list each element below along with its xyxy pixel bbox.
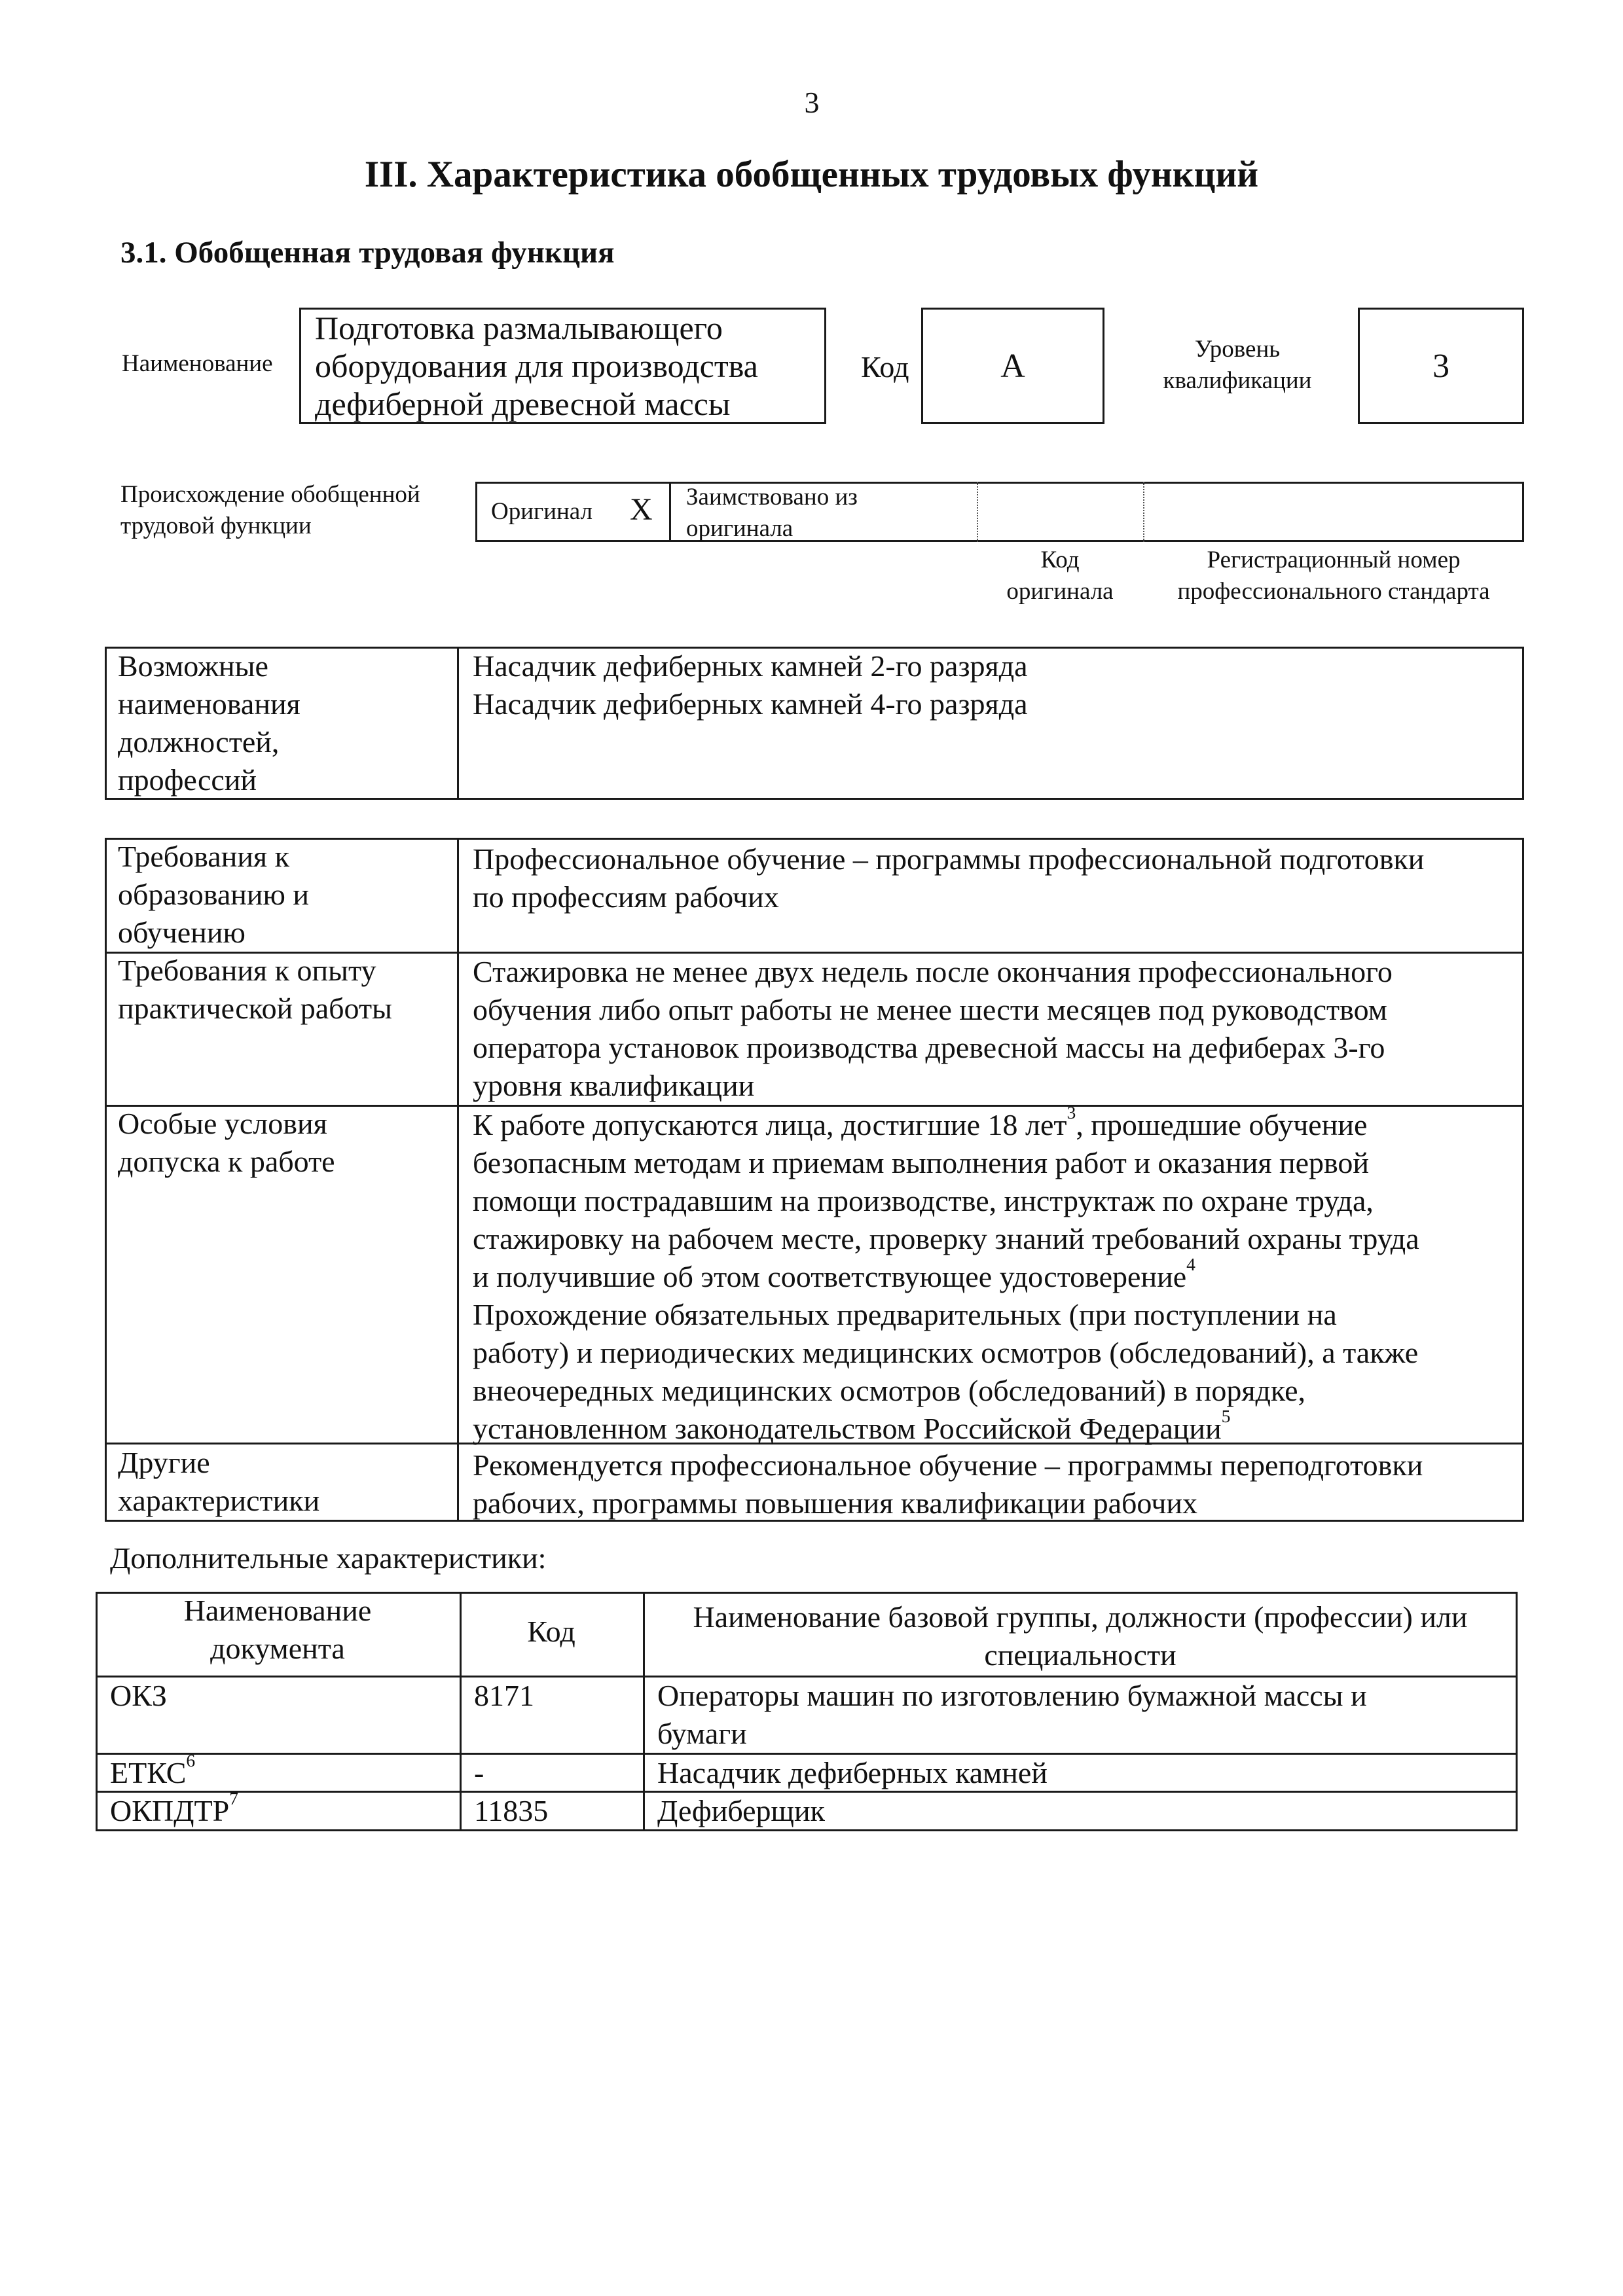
admission-label: Особые условия допуска к работе [118, 1107, 335, 1178]
origin-label: Происхождение обобщенной трудовой функции [120, 481, 420, 539]
row-group-name: Насадчик дефиберных камней [657, 1756, 1048, 1789]
col-header-code: Код [527, 1615, 575, 1648]
row-code: 8171 [474, 1679, 534, 1712]
experience-label: Требования к опыту практической работы [118, 954, 392, 1025]
code-label: Код [861, 350, 909, 384]
original-label: Оригинал [491, 498, 593, 525]
row-doc: ОКПДТР$^7$ [110, 1788, 238, 1827]
row-group-name: Операторы машин по изготовлению бумажной массы и бумаги [657, 1679, 1367, 1750]
borrowed-label: Заимствовано из оригинала [686, 484, 858, 542]
code-original-caption: Код оригинала [1006, 547, 1114, 605]
row-doc: ЕТКС$^6$ [110, 1750, 196, 1789]
code-value: А [1000, 348, 1025, 385]
positions-label: Возможные наименования должностей, профессий [118, 649, 301, 797]
additional-title: Дополнительные характеристики: [110, 1541, 547, 1575]
other-label: Другие характеристики [118, 1446, 320, 1517]
other-value: Рекомендуется профессиональное обучение – программы переподготовки рабочих, программы повышения квалификации рабочих [473, 1448, 1423, 1520]
experience-value: Стажировка не менее двух недель после окончания профессионального обучения либо опыт работы не менее шести месяцев под руководством оператора установок производства древесной массы на дефиберах 3-го уровня квалификации [473, 955, 1393, 1102]
footnote-ref[interactable]: 7 [229, 1788, 238, 1809]
row-doc: ОКЗ [110, 1679, 167, 1712]
origin-divider [669, 482, 671, 542]
education-label: Требования к образованию и обучению [118, 840, 309, 949]
original-mark: X [630, 492, 653, 527]
positions-values: Насадчик дефиберных камней 2-го разряда Насадчик дефиберных камней 4-го разряда [473, 649, 1028, 721]
level-value: 3 [1432, 348, 1450, 385]
row-group-name: Дефиберщик [657, 1794, 825, 1827]
section-title: III. Характеристика обобщенных трудовых функций [364, 154, 1259, 195]
admission-value: К работе допускаются лица, достигшие 18 лет$^3$, прошедшие обучение безопасным методам и приемам выполнения работ и оказания первой помощи пострадавшим на производстве, инструктаж по охране труда, стажировку на рабочем месте, проверку знаний требований охраны труда и получившие об этом соответствующее удостоверение$^4$ Прохождение обязательных предварительных (при поступлении на работу) и периодических медицинских осмотров (обследований), а также внеочередных медицинских осмотров (обследований) в порядке, установленном законодательством Российской Федерации$^5$ [473, 1102, 1419, 1445]
level-label: Уровень квалификации [1163, 336, 1312, 394]
footnote-ref[interactable]: 5 [1221, 1406, 1231, 1427]
requirements-divider [457, 838, 459, 1522]
page-number: 3 [804, 86, 820, 119]
name-label: Наименование [122, 350, 273, 377]
origin-dotted-divider [1143, 482, 1144, 542]
row-code: - [474, 1756, 484, 1789]
subsection-title: 3.1. Обобщенная трудовая функция [120, 236, 615, 270]
col-header-document: Наименование документа [183, 1594, 372, 1665]
education-value: Профессиональное обучение – программы профессиональной подготовки по профессиям рабочих [473, 842, 1425, 914]
footnote-ref[interactable]: 3 [1067, 1102, 1076, 1123]
function-name: Подготовка размалывающего оборудования для производства дефиберной древесной массы [315, 310, 758, 422]
col-header-group: Наименование базовой группы, должности (профессии) или специальности [693, 1600, 1468, 1672]
row-code: 11835 [474, 1794, 549, 1827]
positions-divider [457, 647, 459, 800]
footnote-ref[interactable]: 6 [186, 1750, 196, 1771]
footnote-ref[interactable]: 4 [1186, 1254, 1195, 1275]
registration-number-caption: Регистрационный номер профессионального стандарта [1177, 547, 1490, 605]
origin-dotted-divider [977, 482, 978, 542]
